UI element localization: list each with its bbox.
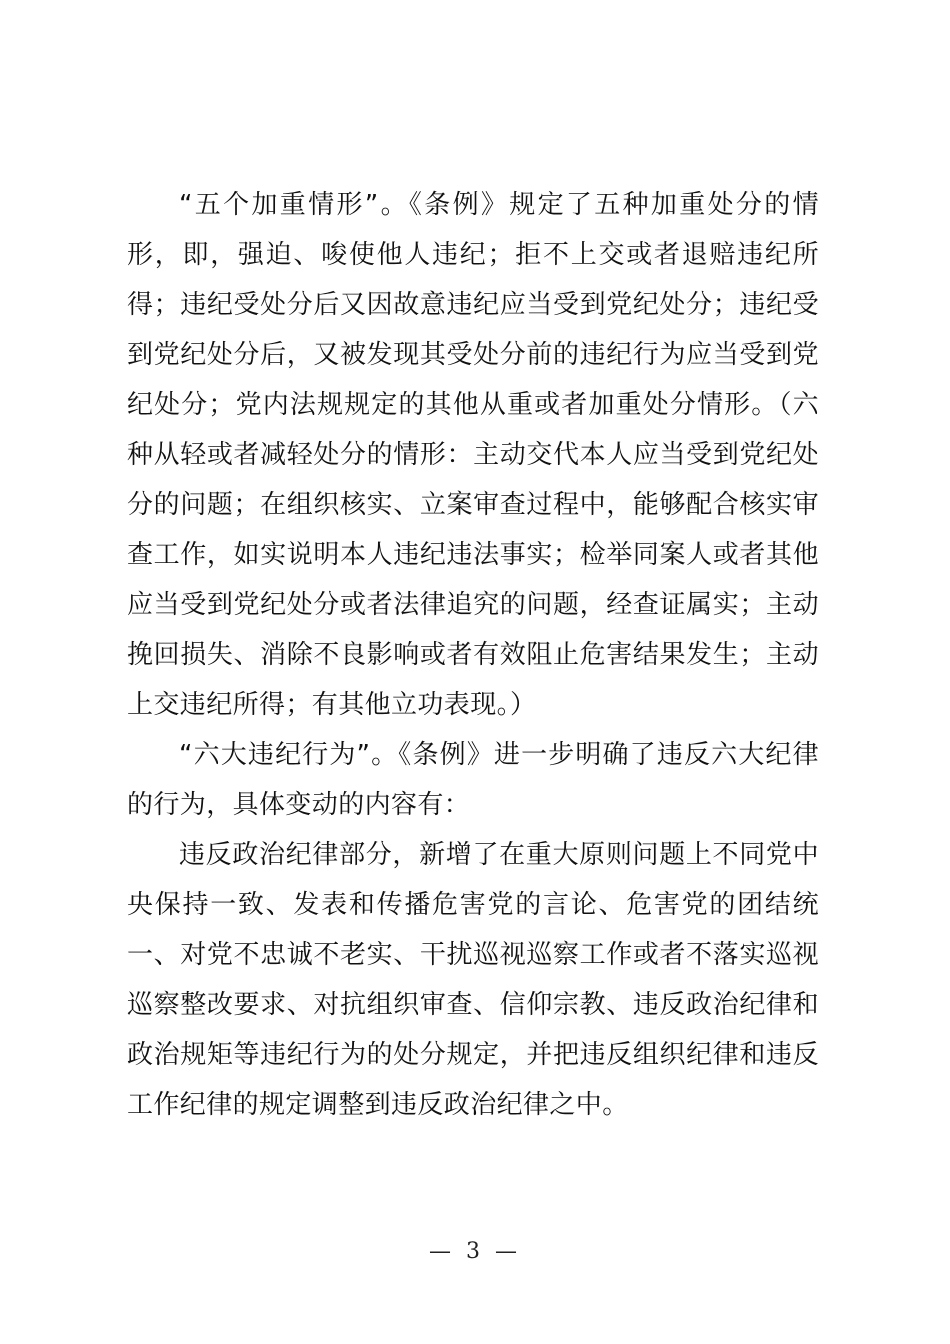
- document-body: [127, 180, 819, 1130]
- paragraph-political-discipline: 违反政治纪律部分，新增了在重大原则问题上不同党中央保持一致、发表和传播危害党的言论、危害党的团结统一、对党不忠诚不老实、干扰巡视巡察工作或者不落实巡视巡察整改要求、对抗组织审查、信仰宗教、违反政治纪律和政治规矩等违纪行为的处分规定，并把违反组织纪律和违反工作纪律的规定调整到违反政治纪律之中。: [127, 840, 819, 1120]
- paragraph-six-violations: “六大违纪行为”。《条例》进一步明确了违反六大纪律的行为，具体变动的内容有：: [127, 740, 819, 820]
- page-number: — 3 —: [429, 1239, 521, 1264]
- paragraph-aggravating-circumstances: “五个加重情形”。《条例》规定了五种加重处分的情形，即，强迫、唆使他人违纪；拒不上交或者退赔违纪所得；违纪受处分后又因故意违纪应当受到党纪处分；违纪受到党纪处分后，又被发现其受处分前的违纪行为应当受到党纪处分；党内法规规定的其他从重或者加重处分情形。（六种从轻或者减轻处分的情形：主动交代本人应当受到党纪处分的问题；在组织核实、立案审查过程中，能够配合核实审查工作，如实说明本人违纪违法事实；检举同案人或者其他应当受到党纪处分或者法律追究的问题，经查证属实；主动挽回损失、消除不良影响或者有效阻止危害结果发生；主动上交违纪所得；有其他立功表现。）: [127, 190, 819, 720]
